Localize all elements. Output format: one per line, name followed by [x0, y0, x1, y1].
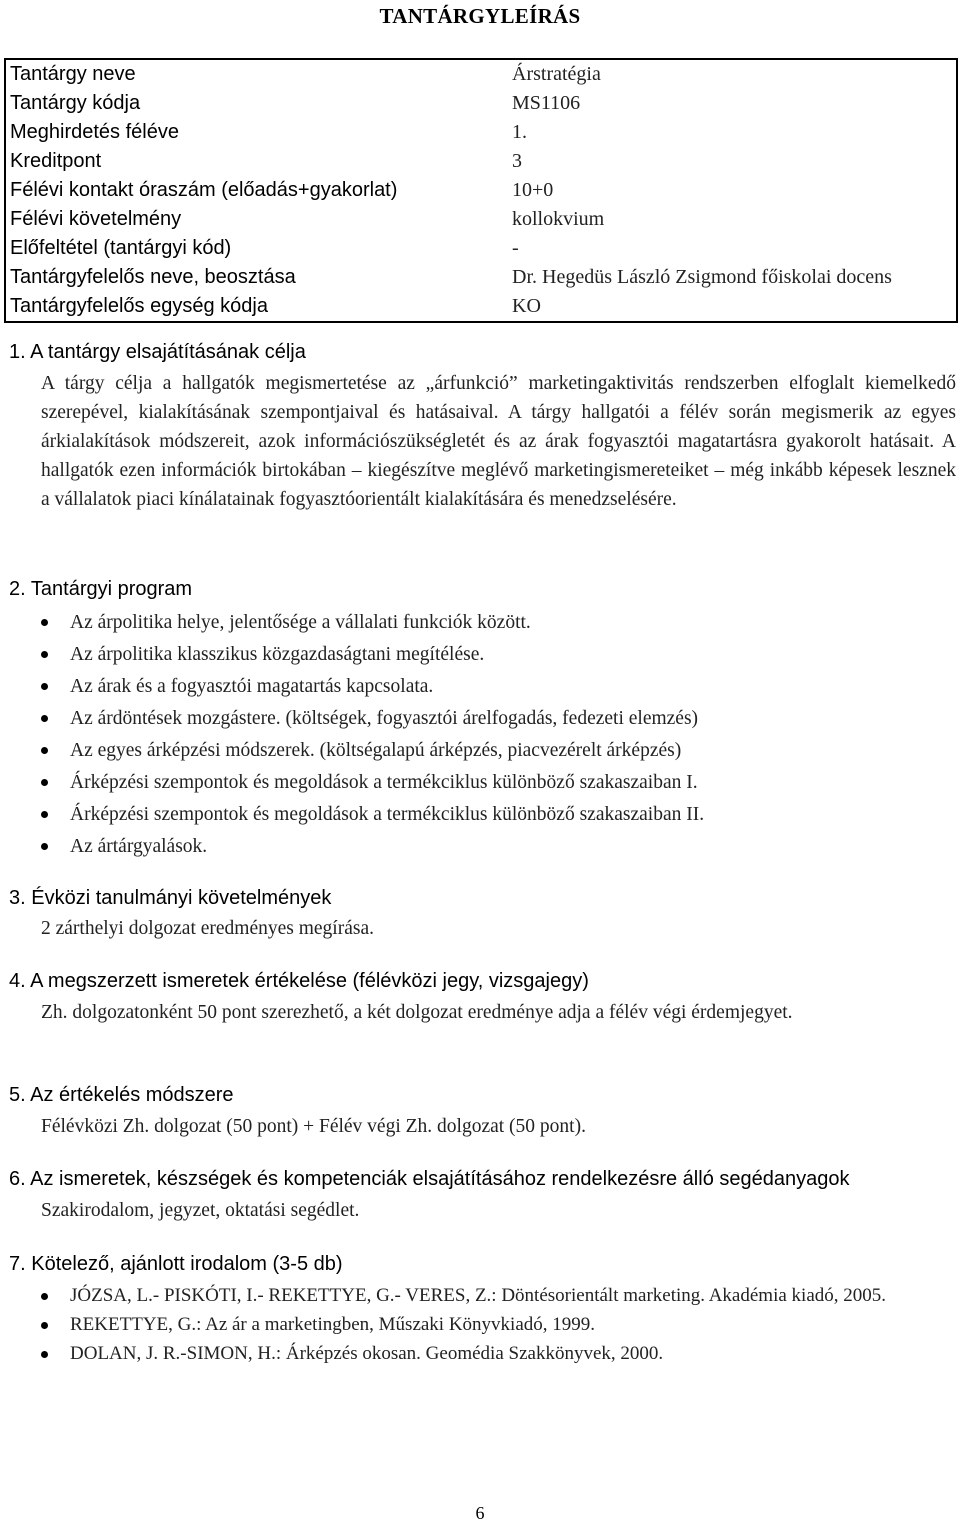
- info-label: Tantárgyfelelős neve, beosztása: [10, 266, 296, 288]
- section-number: 1.: [9, 341, 26, 363]
- list-item: [41, 735, 956, 767]
- list-item: [41, 767, 956, 799]
- section-1-heading: [9, 341, 306, 364]
- section-4-heading: [9, 970, 589, 993]
- info-row: [6, 234, 956, 263]
- bullet-icon: [41, 1293, 48, 1300]
- info-row: [6, 89, 956, 118]
- list-item-text: REKETTYE, G.: Az ár a marketingben, Műszaki Könyvkiadó, 1999.: [70, 1314, 596, 1335]
- page-number: 6: [475, 1503, 485, 1523]
- list-item-text: JÓZSA, L.- PISKÓTI, I.- REKETTYE, G.- VERES, Z.: Döntésorientált marketing. Akadémia kiadó, 2005.: [70, 1285, 886, 1306]
- program-list: [41, 607, 956, 863]
- section-number: 2.: [9, 578, 26, 600]
- list-item-text: Az árpolitika klasszikus közgazdaságtani megítélése.: [70, 644, 485, 665]
- info-label: Tantárgy neve: [10, 63, 136, 85]
- bullet-icon: [41, 683, 48, 690]
- info-row: [6, 176, 956, 205]
- section-3-text: 2 zárthelyi dolgozat eredményes megírása.: [41, 918, 374, 939]
- bullet-icon: [41, 747, 48, 754]
- list-item: [41, 799, 956, 831]
- section-number: 5.: [9, 1084, 26, 1106]
- list-item: [41, 1282, 956, 1309]
- info-label: Félévi kontakt óraszám (előadás+gyakorlat): [10, 179, 398, 201]
- section-7-heading: [9, 1253, 343, 1276]
- section-title: Az értékelés módszere: [30, 1084, 234, 1106]
- list-item-text: Az árdöntések mozgástere. (költségek, fogyasztói árelfogadás, fedezeti elemzés): [70, 708, 699, 729]
- info-value: 10+0: [512, 179, 554, 201]
- section-title: A megszerzett ismeretek értékelése (félévközi jegy, vizsgajegy): [30, 970, 589, 992]
- info-label: Tantárgy kódja: [10, 92, 141, 114]
- course-info-table: [4, 58, 958, 323]
- info-value: Dr. Hegedüs László Zsigmond főiskolai docens: [512, 266, 892, 288]
- section-title: A tantárgy elsajátításának célja: [30, 341, 306, 363]
- section-6-heading: [9, 1168, 849, 1191]
- info-value: 3: [512, 150, 522, 172]
- section-number: 3.: [9, 887, 26, 909]
- list-item-text: Az ártárgyalások.: [70, 836, 208, 857]
- info-label: Kreditpont: [10, 150, 102, 172]
- list-item: [41, 831, 956, 863]
- page-title: TANTÁRGYLEÍRÁS: [379, 4, 581, 28]
- section-5-heading: [9, 1084, 234, 1107]
- section-4-text: Zh. dolgozatonként 50 pont szerezhető, a két dolgozat eredménye adja a félév végi érdemjegyet.: [41, 1002, 793, 1023]
- bullet-icon: [41, 651, 48, 658]
- section-number: 4.: [9, 970, 26, 992]
- info-value: KO: [512, 295, 541, 317]
- section-1-text: A tárgy célja a hallgatók megismertetése az „árfunkció” marketingaktivitás rendszerben elfoglalt kiemelkedő szerepével, kialakításának szempontjaival és hatásaival. A tárgy hallgatói a félév során megismerik az egyes árkialakítások módszereit, azok információszükségletét és az árak fogyasztói magatartásra gyakorolt hatásait. A hallgatók ezen információk birtokában – kiegészítve meglévő marketingismereteiket – még inkább képesek lesznek a vállalatok piaci kínálatainak fogyasztóorientált kialakítására és menedzselésére.: [41, 373, 956, 510]
- info-value: Árstratégia: [512, 63, 601, 85]
- list-item: [41, 1340, 956, 1367]
- section-number: 7.: [9, 1253, 26, 1275]
- list-item-text: Árképzési szempontok és megoldások a termékciklus különböző szakaszaiban II.: [70, 804, 705, 825]
- list-item: [41, 703, 956, 735]
- list-item-text: Az árpolitika helye, jelentősége a vállalati funkciók között.: [70, 612, 531, 633]
- info-value: -: [512, 237, 519, 259]
- list-item: [41, 639, 956, 671]
- info-label: Meghirdetés féléve: [10, 121, 179, 143]
- bullet-icon: [41, 779, 48, 786]
- section-2-heading: [9, 578, 192, 601]
- info-value: MS1106: [512, 92, 581, 114]
- list-item: [41, 1311, 956, 1338]
- list-item-text: DOLAN, J. R.-SIMON, H.: Árképzés okosan. Geomédia Szakkönyvek, 2000.: [70, 1343, 664, 1364]
- section-title: Tantárgyi program: [30, 578, 193, 600]
- info-row: [6, 205, 956, 234]
- section-5-text: Félévközi Zh. dolgozat (50 pont) + Félév végi Zh. dolgozat (50 pont).: [41, 1116, 586, 1137]
- info-value: kollokvium: [512, 208, 605, 230]
- info-label: Tantárgyfelelős egység kódja: [10, 295, 268, 317]
- list-item-text: Árképzési szempontok és megoldások a termékciklus különböző szakaszaiban I.: [70, 772, 698, 793]
- bullet-icon: [41, 1351, 48, 1358]
- info-row: [6, 292, 956, 321]
- section-title: Kötelező, ajánlott irodalom (3-5 db): [31, 1253, 343, 1275]
- bullet-icon: [41, 811, 48, 818]
- section-title: Évközi tanulmányi követelmények: [31, 887, 332, 909]
- bullet-icon: [41, 843, 48, 850]
- info-row: [6, 263, 956, 292]
- bullet-icon: [41, 619, 48, 626]
- section-6-text: Szakirodalom, jegyzet, oktatási segédlet.: [41, 1200, 360, 1221]
- section-3-heading: [9, 887, 331, 910]
- info-label: Félévi követelmény: [10, 208, 182, 230]
- bullet-icon: [41, 715, 48, 722]
- bullet-icon: [41, 1322, 48, 1329]
- list-item: [41, 671, 956, 703]
- list-item-text: Az árak és a fogyasztói magatartás kapcsolata.: [70, 676, 434, 697]
- info-row: [6, 118, 956, 147]
- list-item: [41, 607, 956, 639]
- section-number: 6.: [9, 1168, 26, 1190]
- info-label: Előfeltétel (tantárgyi kód): [10, 237, 232, 259]
- list-item-text: Az egyes árképzési módszerek. (költségalapú árképzés, piacvezérelt árképzés): [70, 740, 682, 761]
- literature-list: [41, 1282, 956, 1369]
- section-title: Az ismeretek, készségek és kompetenciák elsajátításához rendelkezésre álló segédanyagok: [30, 1168, 850, 1190]
- info-row: [6, 60, 956, 89]
- info-row: [6, 147, 956, 176]
- info-value: 1.: [512, 121, 527, 143]
